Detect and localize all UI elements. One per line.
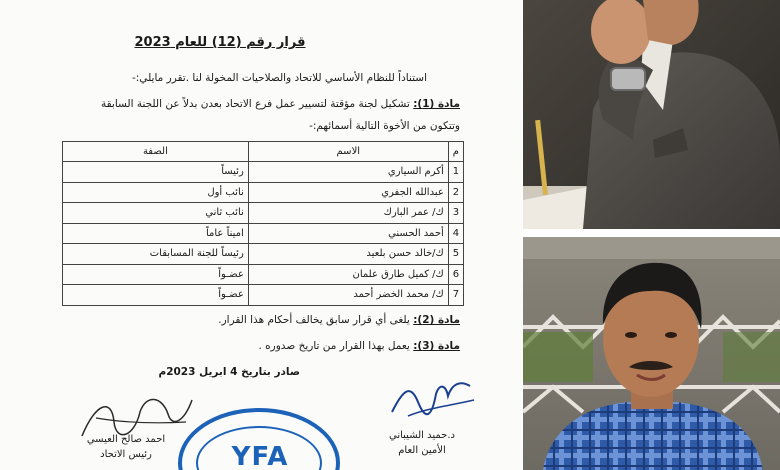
- row-num: 7: [448, 285, 463, 306]
- member-name: ك/خالد حسن بلعيد: [248, 244, 448, 265]
- signatory-right: [372, 428, 472, 458]
- members-table: [62, 141, 464, 306]
- table-row: [63, 203, 464, 224]
- member-role: عضـواً: [63, 264, 249, 285]
- row-num: 6: [448, 264, 463, 285]
- stamp-logo-text: YFA: [231, 442, 289, 470]
- table-row: [63, 264, 464, 285]
- member-name: عبدالله الجفري: [248, 182, 448, 203]
- signatory-left: [70, 432, 182, 462]
- member-role: نائب أول: [63, 182, 249, 203]
- table-header-row: [63, 142, 464, 162]
- header-num: م: [448, 142, 463, 162]
- portrait-man-mustache-image: [523, 237, 780, 470]
- signature-right: [388, 372, 478, 422]
- member-name: ك/ عمر البارك: [248, 203, 448, 224]
- member-name: ك/ محمد الخضر أحمد: [248, 285, 448, 306]
- row-num: 3: [448, 203, 463, 224]
- photo-top: [523, 0, 780, 229]
- table-row: [63, 244, 464, 265]
- portrait-man-suit-image: [523, 0, 780, 229]
- issue-date: صادر بتاريخ 4 ابريل 2023م: [158, 366, 300, 378]
- federation-stamp: [178, 408, 340, 470]
- table-row: [63, 285, 464, 306]
- row-num: 5: [448, 244, 463, 265]
- document-title: قرار رقم (12) للعام 2023: [134, 35, 306, 50]
- article-3: [258, 340, 460, 352]
- member-role: نائب ثاني: [63, 203, 249, 224]
- member-role: عضـواً: [63, 285, 249, 306]
- member-name: ك/ كميل طارق علمان: [248, 264, 448, 285]
- signatory-left-title: رئيس الاتحاد: [100, 449, 152, 460]
- preamble: استناداً للنظام الأساسي للاتحاد والصلاحيات المخولة لنا .تقرر مايلي:-: [131, 72, 427, 84]
- row-num: 4: [448, 223, 463, 244]
- header-role: الصفة: [63, 142, 249, 162]
- table-row: [63, 162, 464, 183]
- member-name: أحمد الحسني: [248, 223, 448, 244]
- photo-bottom: [523, 237, 780, 470]
- article-1: [101, 98, 460, 110]
- article-2-label: مادة (2):: [413, 314, 460, 326]
- table-row: [63, 182, 464, 203]
- member-name: أكرم السياري: [248, 162, 448, 183]
- signatory-right-title: الأمين العام: [398, 445, 446, 456]
- member-role: اميناً عاماً: [63, 223, 249, 244]
- article-2: [218, 314, 460, 326]
- article-1-label: مادة (1):: [413, 98, 460, 110]
- table-row: [63, 223, 464, 244]
- header-name: الاسم: [248, 142, 448, 162]
- article-1-text: تشكيل لجنة مؤقتة لتسيير عمل فرع الاتحاد بعدن بدلاً عن اللجنة السابقة: [100, 98, 410, 110]
- article-3-text: يعمل بهذا القرار من تاريخ صدوره .: [258, 340, 410, 352]
- member-role: رئيساً للجنة المسابقات: [63, 244, 249, 265]
- article-2-text: يلغى أي قرار سابق يخالف أحكام هذا القرار.: [218, 314, 410, 326]
- article-1-continuation: وتتكون من الأخوة التالية أسمائهم:-: [309, 120, 460, 132]
- row-num: 2: [448, 182, 463, 203]
- signatory-right-name: د.حميد الشيباني: [389, 430, 455, 441]
- signatory-left-name: احمد صالح العيسي: [86, 434, 166, 445]
- article-3-label: مادة (3):: [413, 340, 460, 352]
- member-role: رئيساً: [63, 162, 249, 183]
- row-num: 1: [448, 162, 463, 183]
